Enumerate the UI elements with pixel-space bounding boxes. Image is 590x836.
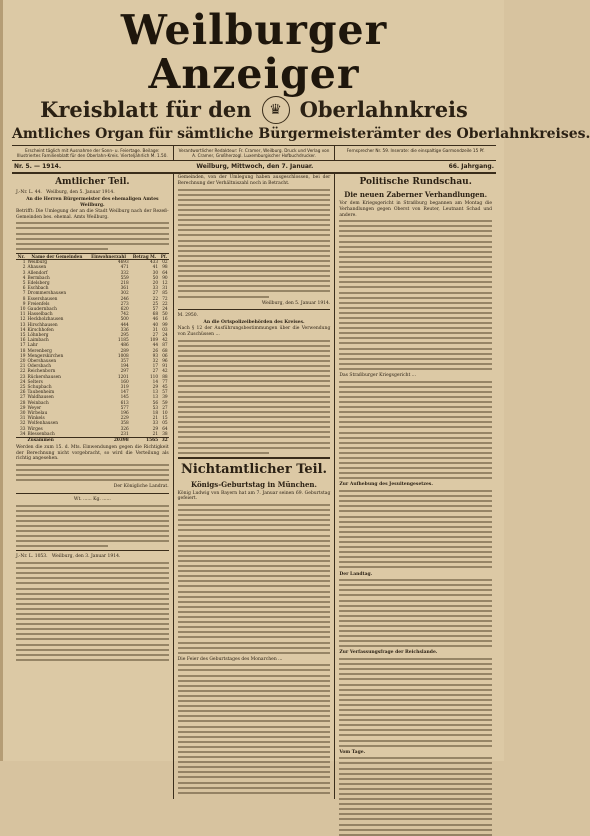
table-cell-population: 295 — [120, 332, 129, 338]
table-cell-nr: 8 — [22, 296, 26, 302]
table-cell-pf: 31 — [162, 286, 168, 292]
table-total-pf: 32 — [159, 438, 169, 444]
table-cell-nr: 27 — [20, 395, 26, 401]
text-block — [178, 664, 331, 793]
table-cell-name: Schupbach — [27, 385, 52, 391]
table-header-population: Einwohnerzahl — [87, 253, 129, 259]
table-cell-amount: 31 — [152, 327, 159, 333]
table-cell-pf: 98 — [162, 265, 168, 271]
table-cell-pf: 24 — [162, 332, 168, 338]
table-cell-amount: 41 — [152, 265, 159, 271]
table-cell-nr: 21 — [20, 364, 26, 370]
col2-notice-ref: M. 2950. — [177, 313, 199, 319]
table-cell-population: 145 — [120, 395, 129, 401]
table-cell-pf: 24 — [162, 306, 168, 312]
divider — [16, 493, 169, 494]
table-cell-amount: 26 — [152, 348, 159, 354]
table-cell-nr: 6 — [22, 286, 26, 292]
table-cell-amount: 18 — [152, 411, 159, 417]
table-cell-population: 231 — [120, 431, 129, 437]
binding-edge — [0, 0, 3, 761]
table-cell-pf: 27 — [162, 405, 168, 411]
table-cell-population: 357 — [120, 359, 129, 364]
table-cell-nr: 25 — [20, 385, 26, 391]
table-cell-population: 620 — [120, 306, 129, 312]
text-block — [339, 579, 492, 647]
table-cell-pf: 77 — [162, 379, 168, 385]
text-block — [339, 381, 492, 480]
col2-date: Weilburg, den 5. Januar 1914. — [261, 300, 331, 306]
table-header-amount: Betrag M. — [130, 253, 159, 259]
table-cell-name: Winkels — [27, 416, 45, 422]
table-cell-nr: 33 — [20, 426, 26, 432]
table-header-pf: Pf. — [160, 253, 168, 259]
official-organ-line: Amtliches Organ für sämtliche Bürgermeisterämter des Oberlahnkreises. — [12, 126, 590, 142]
table-cell-amount: 13 — [152, 395, 159, 401]
table-cell-name: Wirges — [27, 426, 43, 432]
table-cell-population: 326 — [120, 426, 129, 432]
table-cell-nr: 22 — [20, 369, 26, 375]
dateline — [12, 161, 496, 174]
table-cell-amount: 68 — [152, 312, 159, 318]
table-cell-nr: 26 — [20, 390, 26, 396]
form-line: Wt. ...... Kg. ...... — [73, 497, 111, 502]
table-cell-nr: 24 — [20, 379, 26, 385]
table-cell-population: 218 — [120, 280, 129, 286]
table-cell-amount: 50 — [152, 275, 159, 281]
table-cell-nr: 16 — [20, 338, 26, 344]
table-cell-nr: 20 — [20, 359, 26, 364]
text-block — [16, 464, 169, 481]
table-cell-amount: 17 — [152, 364, 159, 370]
table-cell-nr: 5 — [22, 280, 26, 286]
table-cell-pf: 96 — [162, 359, 168, 364]
table-cell-population: 559 — [120, 275, 129, 281]
table-cell-name: Edelsberg — [27, 280, 50, 286]
table-cell-name: Weilburg — [27, 260, 48, 266]
table-cell-population: 297 — [120, 369, 129, 375]
table-cell-name: Selters — [27, 379, 43, 385]
table-cell-nr: 19 — [20, 353, 26, 359]
table-cell-name: Heckholzhausen — [27, 317, 64, 323]
subtitle-left: Kreisblatt für den — [40, 97, 252, 122]
table-cell-name: Obershausen — [27, 359, 57, 364]
nonofficial-section-heading: Nichtamtlicher Teil. — [180, 461, 328, 477]
table-cell-amount: 109 — [149, 338, 159, 344]
official-section-heading: Amtlicher Teil. — [55, 177, 130, 188]
table-cell-name: Wirbelau — [27, 411, 48, 417]
divider — [16, 550, 169, 551]
table-cell-pf: 90 — [162, 275, 168, 281]
table-header-name: Name der Gemeinden — [26, 253, 87, 259]
col3-text-1: Vor dem Kriegsgericht in Straßburg begannen am Montag die Verhandlungen gegen Oberst von Reuter, Leutnant Schad und andere. — [339, 201, 493, 218]
table-cell-amount: 22 — [152, 296, 159, 302]
masthead — [12, 6, 590, 174]
table-cell-name: Hirschhausen — [27, 322, 58, 328]
table-cell-pf: 57 — [162, 390, 168, 396]
table-cell-name: Blessenbach — [27, 431, 55, 437]
table-cell-name: Rückershausen — [27, 374, 61, 380]
info-publisher: Verantwortlicher Redakteur: Fr. Cramer, Weilburg. Druck und Verlag von A. Cramer, Großherzogl. Luxemburgischer Hofbuchdrucker. — [173, 146, 335, 160]
table-cell-name: Lahr — [27, 343, 38, 349]
table-total-name: Zusammen — [26, 438, 87, 444]
column-1 — [12, 174, 173, 799]
col2-notice-heading: An die Ortspolizeibehörden des Kreises. — [203, 319, 305, 325]
table-cell-population: 742 — [120, 312, 129, 318]
table-cell-pf: 10 — [162, 411, 168, 417]
col3-subheading-3: Zur Verfassungsfrage der Reichslande. — [339, 650, 438, 656]
table-cell-amount: 29 — [152, 426, 159, 432]
volume-number: 66. Jahrgang. — [448, 163, 494, 171]
divider — [178, 309, 331, 310]
table-cell-pf: 12 — [162, 280, 168, 286]
table-cell-nr: 7 — [22, 291, 26, 297]
column-2 — [173, 174, 335, 799]
article-heading-birthday: Königs-Geburtstag in München. — [191, 479, 317, 489]
table-cell-nr: 13 — [20, 322, 26, 328]
table-cell-amount: 433 — [149, 260, 159, 266]
table-cell-population: 302 — [120, 291, 129, 297]
table-cell-amount: 14 — [152, 379, 159, 385]
table-cell-nr: 11 — [20, 312, 26, 318]
table-cell-population: 577 — [120, 405, 129, 411]
table-cell-name: Freienfels — [27, 301, 50, 307]
table-header-nr: Nr. — [17, 253, 25, 259]
table-cell-name: Gaudernbach — [27, 306, 57, 312]
table-cell-population: 319 — [120, 385, 129, 391]
table-cell-nr: 9 — [22, 301, 26, 307]
table-cell-name: Merenberg — [27, 348, 52, 354]
table-cell-nr: 3 — [22, 270, 26, 276]
table-cell-amount: 57 — [152, 306, 159, 312]
table-cell-pf: 87 — [162, 343, 168, 349]
table-cell-pf: 22 — [162, 301, 168, 307]
table-cell-nr: 1 — [22, 260, 26, 266]
table-cell-amount: 110 — [149, 374, 159, 380]
table-cell-pf: 39 — [162, 395, 168, 401]
table-cell-name: Weinbach — [27, 400, 49, 406]
table-cell-nr: 29 — [20, 405, 26, 411]
table-cell-population: 336 — [120, 327, 129, 333]
table-cell-pf: 05 — [162, 421, 168, 427]
table-cell-population: 196 — [120, 411, 129, 417]
newspaper-title: Weilburger Anzeiger — [120, 6, 388, 98]
col3-subheading-2: Der Landtag. — [339, 571, 373, 577]
col2-intro: Gemeinden, von der Umlegung haben ausgeschlossen, bei der Berechnung der Verhältniszahl noch in Betracht. — [177, 175, 331, 186]
table-cell-amount: 21 — [152, 416, 159, 422]
table-cell-nr: 2 — [22, 265, 26, 271]
table-cell-amount: 32 — [152, 359, 159, 364]
article-heading-zabern: Die neuen Zaberner Verhandlungen. — [344, 190, 488, 200]
table-cell-name: Bermbach — [27, 275, 50, 281]
issue-number: Nr. 5. — 1914. — [14, 163, 62, 171]
eagle-emblem-icon: ♛ — [262, 96, 290, 124]
table-cell-population: 332 — [120, 270, 129, 276]
table-cell-pf: 91 — [162, 364, 168, 370]
article-text-1: König Ludwig von Bayern hat am 7. Januar seinen 69. Geburtstag gefeiert. — [177, 490, 331, 502]
table-cell-name: Laimbach — [27, 338, 49, 344]
table-cell-name: Drommershausen — [27, 291, 67, 297]
table-cell-pf: 88 — [162, 374, 168, 380]
notice-date: Weilburg, den 5. Januar 1914. — [46, 190, 115, 196]
table-cell-name: Kirschhofen — [27, 327, 54, 333]
table-cell-amount: 46 — [152, 317, 159, 323]
publication-info — [12, 145, 496, 161]
table-cell-nr: 30 — [20, 411, 26, 417]
col3-subheading-1: Zur Aufhebung des Jesuitengesetzes. — [339, 482, 433, 488]
info-advertising: Fernsprecher Nr. 59. Inserate: die einspaltige Garmondzeile 15 Pf. — [334, 146, 496, 160]
text-block — [178, 189, 331, 298]
text-block — [178, 504, 331, 654]
table-cell-name: Reichenborn — [27, 369, 56, 375]
table-cell-amount: 93 — [152, 353, 159, 359]
table-cell-amount: 27 — [152, 291, 159, 297]
table-cell-amount: 40 — [152, 322, 159, 328]
column-3 — [334, 174, 496, 799]
columns — [12, 174, 496, 799]
table-cell-pf: 72 — [162, 296, 168, 302]
table-cell-pf: 59 — [162, 400, 168, 406]
table-cell-pf: 68 — [162, 348, 168, 354]
table-cell-amount: 27 — [152, 369, 159, 375]
table-cell-pf: 50 — [162, 312, 168, 318]
table-cell-name: Wolfenhausen — [27, 421, 59, 427]
text-block — [339, 220, 492, 370]
table-cell-nr: 10 — [20, 306, 26, 312]
table-cell-name: Waldhausen — [27, 395, 54, 401]
table-cell-pf: 85 — [162, 291, 168, 297]
table-cell-amount: 44 — [152, 343, 159, 349]
table-cell-name: Weyer — [27, 405, 42, 411]
table-cell-amount: 33 — [152, 286, 159, 292]
notice2-number: J.-Nr. L. 1053. — [16, 554, 48, 560]
table-cell-population: 194 — [120, 364, 129, 370]
table-total-population: 20398 — [87, 438, 129, 444]
table-cell-pf: 06 — [162, 353, 168, 359]
table-cell-population: 444 — [120, 322, 129, 328]
table-cell-nr: 17 — [20, 343, 26, 349]
table-cell-amount: 13 — [152, 390, 159, 396]
table-cell-pf: 99 — [162, 322, 168, 328]
table-cell-pf: 64 — [162, 270, 168, 276]
table-cell-pf: 16 — [162, 317, 168, 323]
table-cell-name: Essershausen — [27, 296, 58, 302]
text-block — [339, 757, 492, 835]
table-cell-amount: 21 — [152, 431, 159, 437]
table-cell-pf: 03 — [162, 327, 168, 333]
table-cell-amount: 30 — [152, 270, 159, 276]
table-cell-pf: 45 — [162, 385, 168, 391]
issue-date: Weilburg, Mittwoch, den 7. Januar. — [196, 163, 314, 171]
table-cell-population: 246 — [120, 296, 129, 302]
text-block — [16, 222, 169, 249]
text-block — [16, 562, 169, 661]
table-cell-name: Ahausen — [27, 265, 47, 271]
table-cell-name: Eschbach — [27, 286, 49, 292]
table-cell-name: Allendorf — [27, 270, 48, 276]
table-cell-name: Odersbach — [27, 364, 52, 370]
table-cell-nr: 12 — [20, 317, 26, 323]
table-cell-population: 160 — [120, 379, 129, 385]
table-cell-amount: 20 — [152, 280, 159, 286]
notice2-ref — [16, 554, 169, 560]
population-table — [16, 253, 169, 443]
notice-number: J.-Nr. L. 44. — [16, 190, 42, 196]
table-cell-nr: 4 — [22, 275, 26, 281]
col2-notice-text: Nach § 12 der Ausführungsbestimmungen über die Verwendung von Zuschüssen ... — [177, 326, 331, 338]
subtitle-right: Oberlahnkreis — [299, 97, 468, 122]
text-block — [16, 505, 169, 548]
table-total-nr — [16, 438, 26, 444]
table-cell-pf: 02 — [162, 260, 168, 266]
table-cell-pf: 42 — [162, 338, 168, 344]
table-cell-population: 613 — [120, 400, 129, 406]
notice-text: Betrifft: Die Umlegung der an die Stadt Weilburg nach der Rezeß- Gemeinden bes. ehemal. Amts Weilburg. — [16, 209, 169, 220]
table-cell-nr: 15 — [20, 332, 26, 338]
table-cell-population: 358 — [120, 421, 129, 427]
table-cell-amount: 33 — [152, 421, 159, 427]
text-block — [339, 658, 492, 747]
table-cell-population: 1008 — [117, 353, 129, 359]
table-cell-nr: 32 — [20, 421, 26, 427]
table-cell-name: Taubenheim — [27, 390, 55, 396]
notice-ref — [16, 190, 169, 196]
text-block — [178, 340, 331, 454]
table-cell-nr: 31 — [20, 416, 26, 422]
table-cell-population: 229 — [120, 416, 129, 422]
table-cell-nr: 14 — [20, 327, 26, 333]
table-cell-amount: 27 — [152, 332, 159, 338]
table-cell-nr: 34 — [20, 431, 26, 437]
table-cell-population: 1201 — [117, 374, 129, 380]
notice2-date: Weilburg, den 3. Januar 1914. — [51, 554, 121, 560]
table-cell-name: Mengerskirchen — [27, 353, 64, 359]
table-cell-pf: 15 — [162, 416, 168, 422]
table-cell-population: 471 — [120, 265, 129, 271]
table-cell-population: 273 — [120, 301, 129, 307]
table-cell-population: 1185 — [117, 338, 129, 344]
table-note: Werden die zum 15. d. Mts. Einwendungen gegen die Richtigkeit der Berechnung nicht vorgebracht, so wird die Verteilung als richtig angesehen. — [16, 445, 169, 462]
notice-addressee: An die Herren Bürgermeister des ehemaligen Amtes Weilburg. — [26, 197, 159, 208]
article-text-2: Die Feier des Geburtstages des Monarchen ... — [177, 656, 283, 662]
col3-text-2: Das Straßburger Kriegsgericht ... — [339, 373, 417, 378]
info-subscription: Erscheint täglich mit Ausnahme der Sonn- u. Feiertage. Beilage: Illustriertes Familienblatt für den Oberlahn-Kreis. Vierteljährlich M. 1.50. — [16, 148, 168, 159]
table-cell-pf: 42 — [162, 369, 168, 375]
table-cell-nr: 23 — [20, 374, 26, 380]
table-cell-population: 4693 — [117, 260, 129, 266]
table-cell-population: 289 — [120, 348, 129, 354]
subtitle-row — [12, 96, 496, 124]
table-cell-population: 147 — [120, 390, 129, 396]
table-cell-population: 361 — [120, 286, 129, 292]
table-cell-population: 500 — [120, 317, 129, 323]
text-block — [339, 490, 492, 568]
table-cell-name: Löhnberg — [27, 332, 49, 338]
table-cell-name: Hasselbach — [27, 312, 53, 318]
table-cell-population: 486 — [120, 343, 129, 349]
table-cell-nr: 28 — [20, 400, 26, 406]
col3-subheading-4: Vom Tage. — [339, 749, 366, 755]
table-cell-nr: 18 — [20, 348, 26, 354]
table-cell-pf: 38 — [162, 431, 168, 437]
table-total-amount: 1565 — [130, 438, 159, 444]
table-total-row — [16, 438, 169, 444]
table-cell-amount: 25 — [152, 301, 159, 307]
politics-section-heading: Politische Rundschau. — [359, 177, 472, 188]
table-cell-pf: 64 — [162, 426, 168, 432]
table-cell-amount: 29 — [152, 385, 159, 391]
table-cell-amount: 53 — [152, 405, 159, 411]
divider — [178, 457, 331, 459]
signature-landrat: Der Königliche Landrat. — [113, 484, 169, 490]
table-cell-amount: 56 — [152, 400, 159, 406]
